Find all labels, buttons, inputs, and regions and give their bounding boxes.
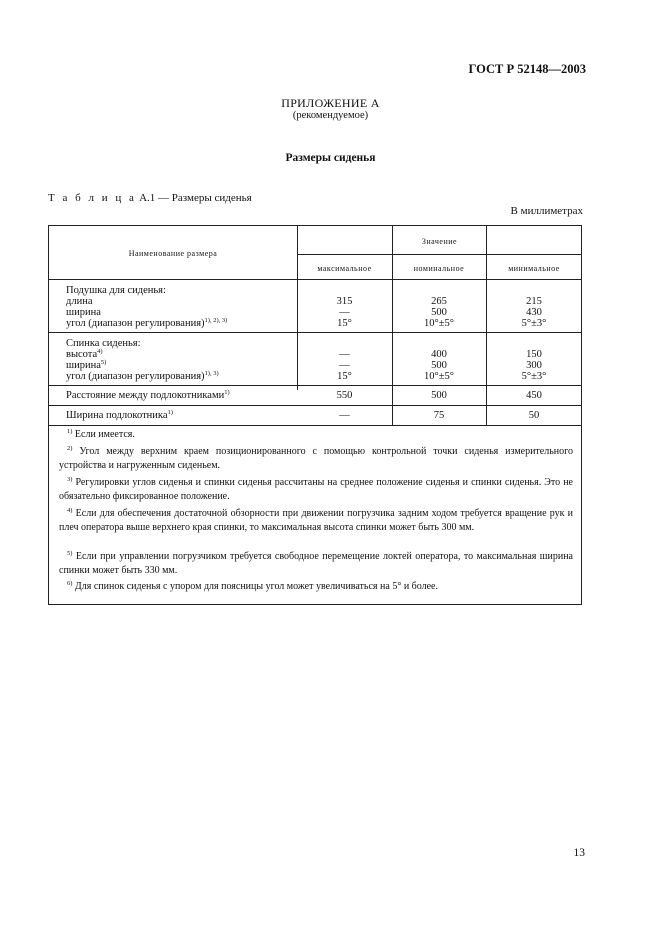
- row-label: [66, 349, 103, 361]
- cell-nom: 500: [431, 390, 447, 401]
- footnote: [59, 445, 573, 473]
- cell-nom: 500: [431, 307, 447, 318]
- table-caption-text: А.1 — Размеры сиденья: [139, 192, 252, 204]
- footnote-mark: 4): [67, 507, 73, 514]
- footnote: [59, 580, 573, 594]
- row-divider: [49, 425, 582, 426]
- footnote-text: Если при управлении погрузчиком требуется свободное перемещение локтей оператора, то максимальная ширина спинки может быть 330 мм.: [59, 551, 573, 576]
- footnote: [59, 476, 573, 504]
- footnote-text: Если имеется.: [74, 429, 135, 440]
- header-nom: номинальное: [413, 264, 465, 273]
- table-caption-label: Т а б л и ц а: [48, 192, 137, 204]
- cell-min: 50: [528, 410, 540, 421]
- cell-min: 150: [526, 349, 542, 360]
- footnote-mark: 6): [67, 580, 73, 587]
- cell-min: 300: [526, 360, 542, 371]
- group-title-back: Спинка сиденья:: [66, 338, 141, 349]
- cell-nom: 10°±5°: [424, 371, 454, 382]
- row-label: [66, 360, 106, 372]
- row-label: [66, 390, 230, 402]
- seat-dimensions-table: [48, 225, 582, 605]
- footnote-mark: 2): [67, 445, 73, 452]
- row-label-text: угол (диапазон регулирования): [66, 371, 205, 382]
- footnote-mark: 1): [67, 428, 73, 435]
- footnote-text: Регулировки углов сиденья и спинки сиденья рассчитаны на среднее положение сиденья и спинки сиденья. Это не обязательно фиксированное положение.: [59, 477, 573, 502]
- footnote-ref: 1), 2), 3): [204, 317, 228, 324]
- row-divider: [49, 279, 582, 280]
- header-min: минимальное: [508, 264, 560, 273]
- cell-min: 215: [526, 296, 542, 307]
- cell-max: —: [339, 360, 350, 371]
- header-name: Наименование размера: [128, 249, 218, 258]
- row-label-text: ширина: [66, 360, 101, 371]
- footnote: [59, 550, 573, 578]
- row-divider: [49, 405, 582, 406]
- page-number: 13: [573, 847, 585, 859]
- footnote-text: Если для обеспечения достаточной обзорности при движении погрузчика задним ходом требуется вращение рук и плеч оператора выше верхнего края спинки, то максимальная высота спинки может быть 300 мм.: [59, 508, 574, 533]
- row-divider: [49, 385, 582, 386]
- row-label: [66, 410, 173, 422]
- cell-nom: 400: [431, 349, 447, 360]
- footnote-mark: 3): [67, 476, 73, 483]
- footnote-mark: 5): [67, 550, 73, 557]
- cell-min: 450: [526, 390, 542, 401]
- row-label-text: угол (диапазон регулирования): [66, 318, 205, 329]
- cell-nom: 265: [431, 296, 447, 307]
- header-max: максимальное: [317, 264, 372, 273]
- table-caption: [48, 192, 252, 204]
- cell-max: 15°: [337, 371, 352, 382]
- row-label-text: Ширина подлокотника: [66, 410, 168, 421]
- cell-nom: 500: [431, 360, 447, 371]
- cell-max: —: [339, 307, 350, 318]
- footnote-ref: 1), 3): [204, 370, 219, 377]
- section-title: Размеры сиденья: [285, 152, 376, 164]
- footnote-text: Для спинок сиденья с упором для поясницы угол может увеличиваться на 5° и более.: [74, 581, 438, 592]
- row-label-text: Расстояние между подлокотниками: [66, 390, 225, 401]
- row-label-text: высота: [66, 349, 98, 360]
- cell-max: 550: [336, 390, 353, 401]
- cell-max: —: [339, 349, 350, 360]
- cell-max: 315: [336, 296, 353, 307]
- footnote-ref: 1): [224, 389, 230, 396]
- footnote: [59, 507, 573, 535]
- appendix-title: ПРИЛОЖЕНИЕ А: [281, 96, 380, 110]
- row-label: ширина: [66, 307, 101, 318]
- row-label: [66, 318, 227, 330]
- cell-nom: 75: [433, 410, 445, 421]
- footnote-ref: 4): [97, 348, 103, 355]
- appendix-subtitle: (рекомендуемое): [292, 110, 369, 121]
- row-label: [66, 371, 219, 383]
- footnote-text: Угол между верхним краем позиционированного с помощью контрольной точки сиденья измерительного устройства и нагруженным сиденьем.: [59, 446, 574, 471]
- cell-max: —: [339, 410, 350, 421]
- units-note: В миллиметрах: [510, 205, 583, 217]
- cell-min: 5°±3°: [521, 318, 547, 329]
- row-label: длина: [66, 296, 93, 307]
- footnote-ref: 5): [100, 359, 107, 366]
- footnote-ref: 1): [167, 409, 173, 416]
- group-title-cushion: Подушка для сиденья:: [66, 285, 166, 296]
- row-divider: [49, 332, 582, 333]
- cell-max: 15°: [337, 318, 352, 329]
- document-id: ГОСТ Р 52148—2003: [468, 62, 586, 76]
- cell-min: 430: [526, 307, 542, 318]
- header-value: Значение: [421, 237, 458, 246]
- cell-min: 5°±3°: [521, 371, 547, 382]
- row-divider: [297, 254, 582, 255]
- cell-nom: 10°±5°: [424, 318, 454, 329]
- footnote: [59, 428, 573, 442]
